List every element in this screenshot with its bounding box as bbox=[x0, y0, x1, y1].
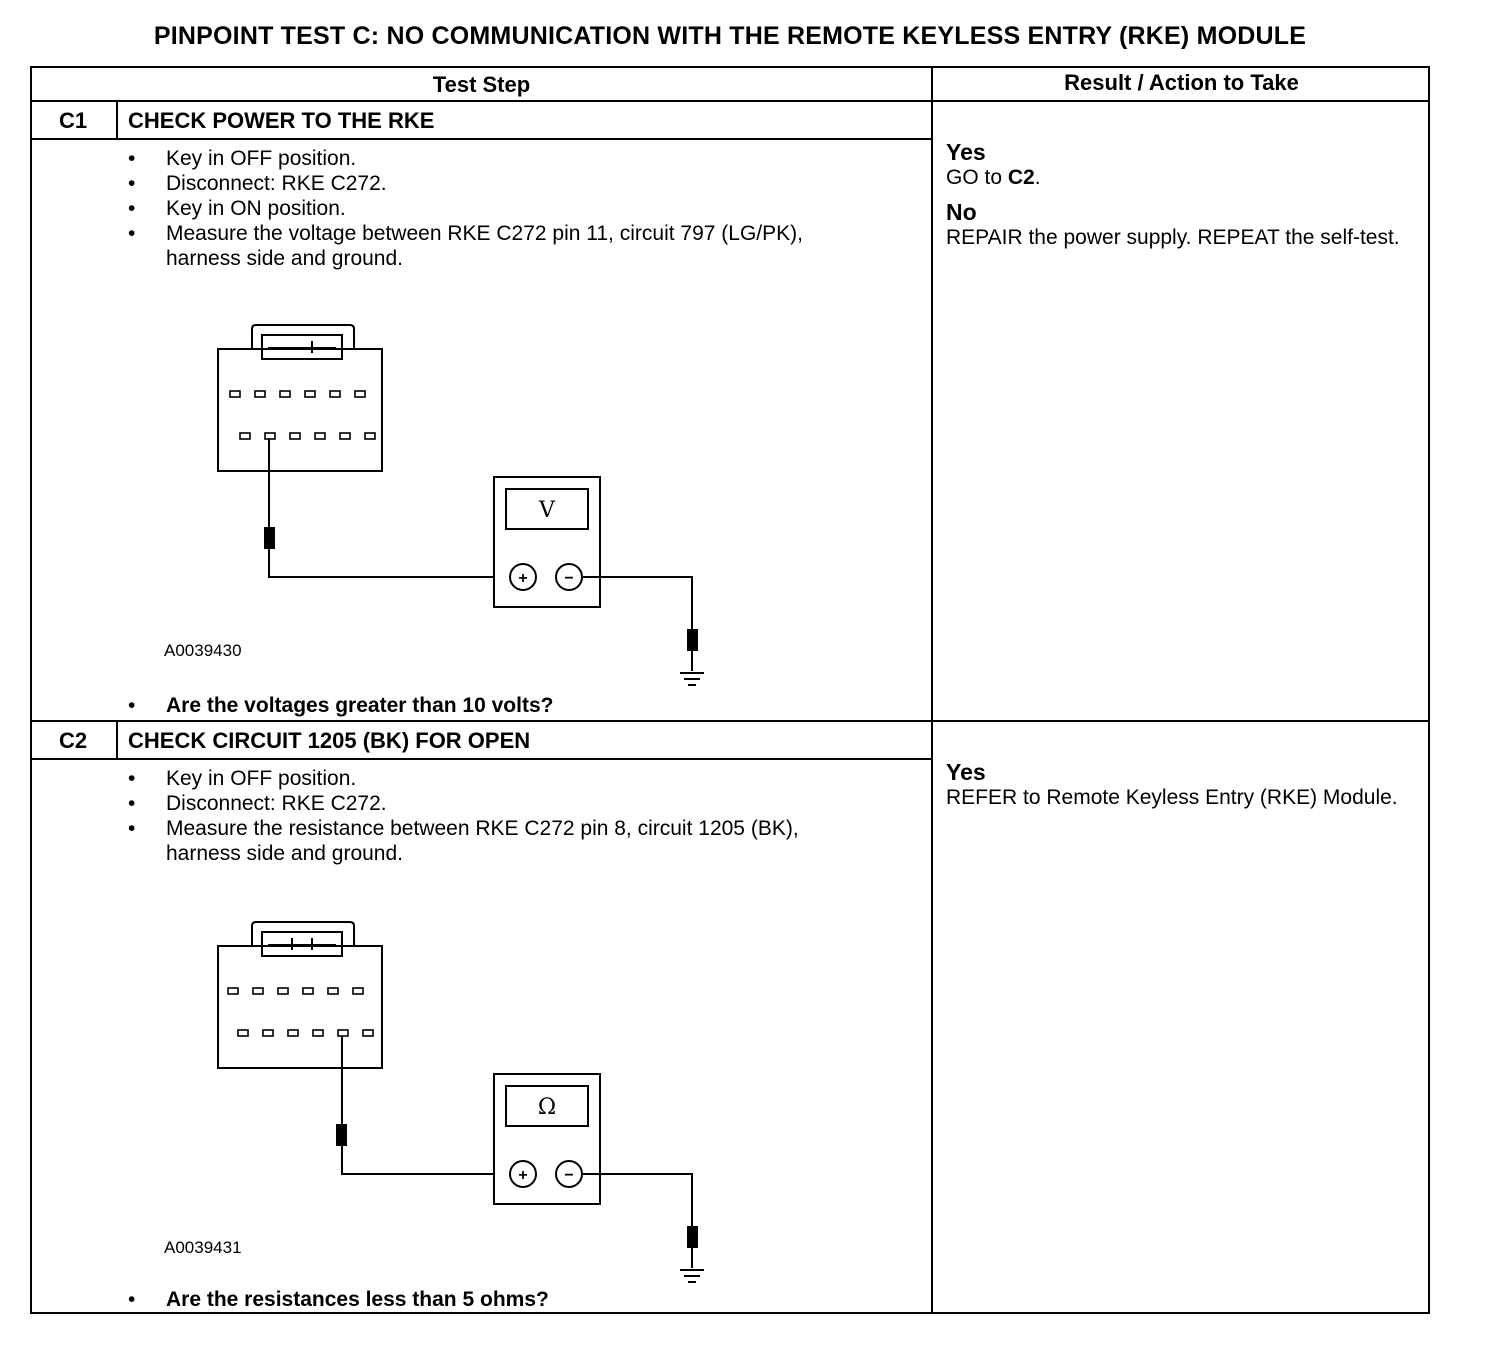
step-id: C1 bbox=[58, 108, 88, 133]
probe-tip bbox=[336, 1124, 347, 1146]
instruction-item: • Disconnect: RKE C272. bbox=[128, 791, 868, 816]
meter-symbol: V bbox=[539, 498, 555, 523]
pinpoint-test-table bbox=[30, 66, 1430, 1314]
instruction-item: • Key in OFF position. bbox=[128, 766, 868, 791]
connector-latch bbox=[252, 922, 354, 946]
c2-title-divider bbox=[32, 758, 931, 760]
step-instructions bbox=[128, 146, 828, 271]
step-separator bbox=[32, 720, 1430, 722]
instruction-item: • Disconnect: RKE C272. bbox=[128, 171, 828, 196]
result-c1 bbox=[946, 140, 1416, 250]
connector-body bbox=[218, 946, 382, 1068]
connector-latch bbox=[252, 325, 354, 349]
minus-sign: − bbox=[564, 570, 574, 587]
result-label: No bbox=[946, 199, 977, 225]
column-header-result: Result / Action to Take bbox=[1064, 70, 1299, 95]
step-instructions bbox=[128, 766, 868, 866]
result-label: Yes bbox=[946, 139, 986, 165]
ground-probe bbox=[687, 1226, 698, 1248]
c2-id-divider bbox=[116, 722, 118, 758]
step-question: • Are the voltages greater than 10 volts? bbox=[128, 694, 553, 718]
ground-symbol bbox=[680, 1270, 704, 1282]
voltage-test-diagram bbox=[212, 323, 732, 633]
result-c2 bbox=[946, 760, 1416, 810]
result-text: GO to C2. bbox=[946, 166, 1041, 189]
instruction-item: • Key in OFF position. bbox=[128, 146, 828, 171]
step-question: • Are the resistances less than 5 ohms? bbox=[128, 1288, 549, 1312]
ground-probe bbox=[687, 629, 698, 651]
minus-sign: − bbox=[564, 1167, 574, 1184]
step-title: CHECK CIRCUIT 1205 (BK) FOR OPEN bbox=[128, 728, 531, 753]
plus-sign: + bbox=[518, 1167, 528, 1184]
result-text: REFER to Remote Keyless Entry (RKE) Module. bbox=[946, 786, 1398, 809]
ground-symbol bbox=[680, 673, 704, 685]
result-text: REPAIR the power supply. REPEAT the self-test. bbox=[946, 226, 1400, 249]
page-title: PINPOINT TEST C: NO COMMUNICATION WITH THE REMOTE KEYLESS ENTRY (RKE) MODULE bbox=[153, 22, 1307, 50]
step-title: CHECK POWER TO THE RKE bbox=[128, 108, 435, 133]
resistance-test-diagram bbox=[212, 920, 732, 1230]
probe-tip bbox=[264, 527, 275, 549]
header-divider bbox=[32, 100, 1430, 102]
step-id: C2 bbox=[58, 728, 88, 753]
result-label: Yes bbox=[946, 759, 986, 785]
connector-pins bbox=[228, 988, 373, 1036]
c1-id-divider bbox=[116, 102, 118, 138]
connector-body bbox=[218, 349, 382, 471]
instruction-item: • Measure the resistance between RKE C272 pin 8, circuit 1205 (BK), harness side and ground. bbox=[128, 816, 868, 866]
instruction-item: • Measure the voltage between RKE C272 pin 11, circuit 797 (LG/PK), harness side and ground. bbox=[128, 221, 828, 271]
positive-lead bbox=[342, 1146, 512, 1174]
instruction-item: • Key in ON position. bbox=[128, 196, 828, 221]
column-header-test-step: Test Step bbox=[432, 72, 531, 97]
column-divider bbox=[931, 68, 933, 1314]
c1-title-divider bbox=[32, 138, 931, 140]
positive-lead bbox=[269, 549, 512, 577]
plus-sign: + bbox=[518, 570, 528, 587]
figure-id: A0039430 bbox=[164, 641, 242, 660]
meter-symbol: Ω bbox=[537, 1095, 557, 1120]
figure-id: A0039431 bbox=[164, 1238, 242, 1257]
connector-pins bbox=[230, 391, 375, 439]
